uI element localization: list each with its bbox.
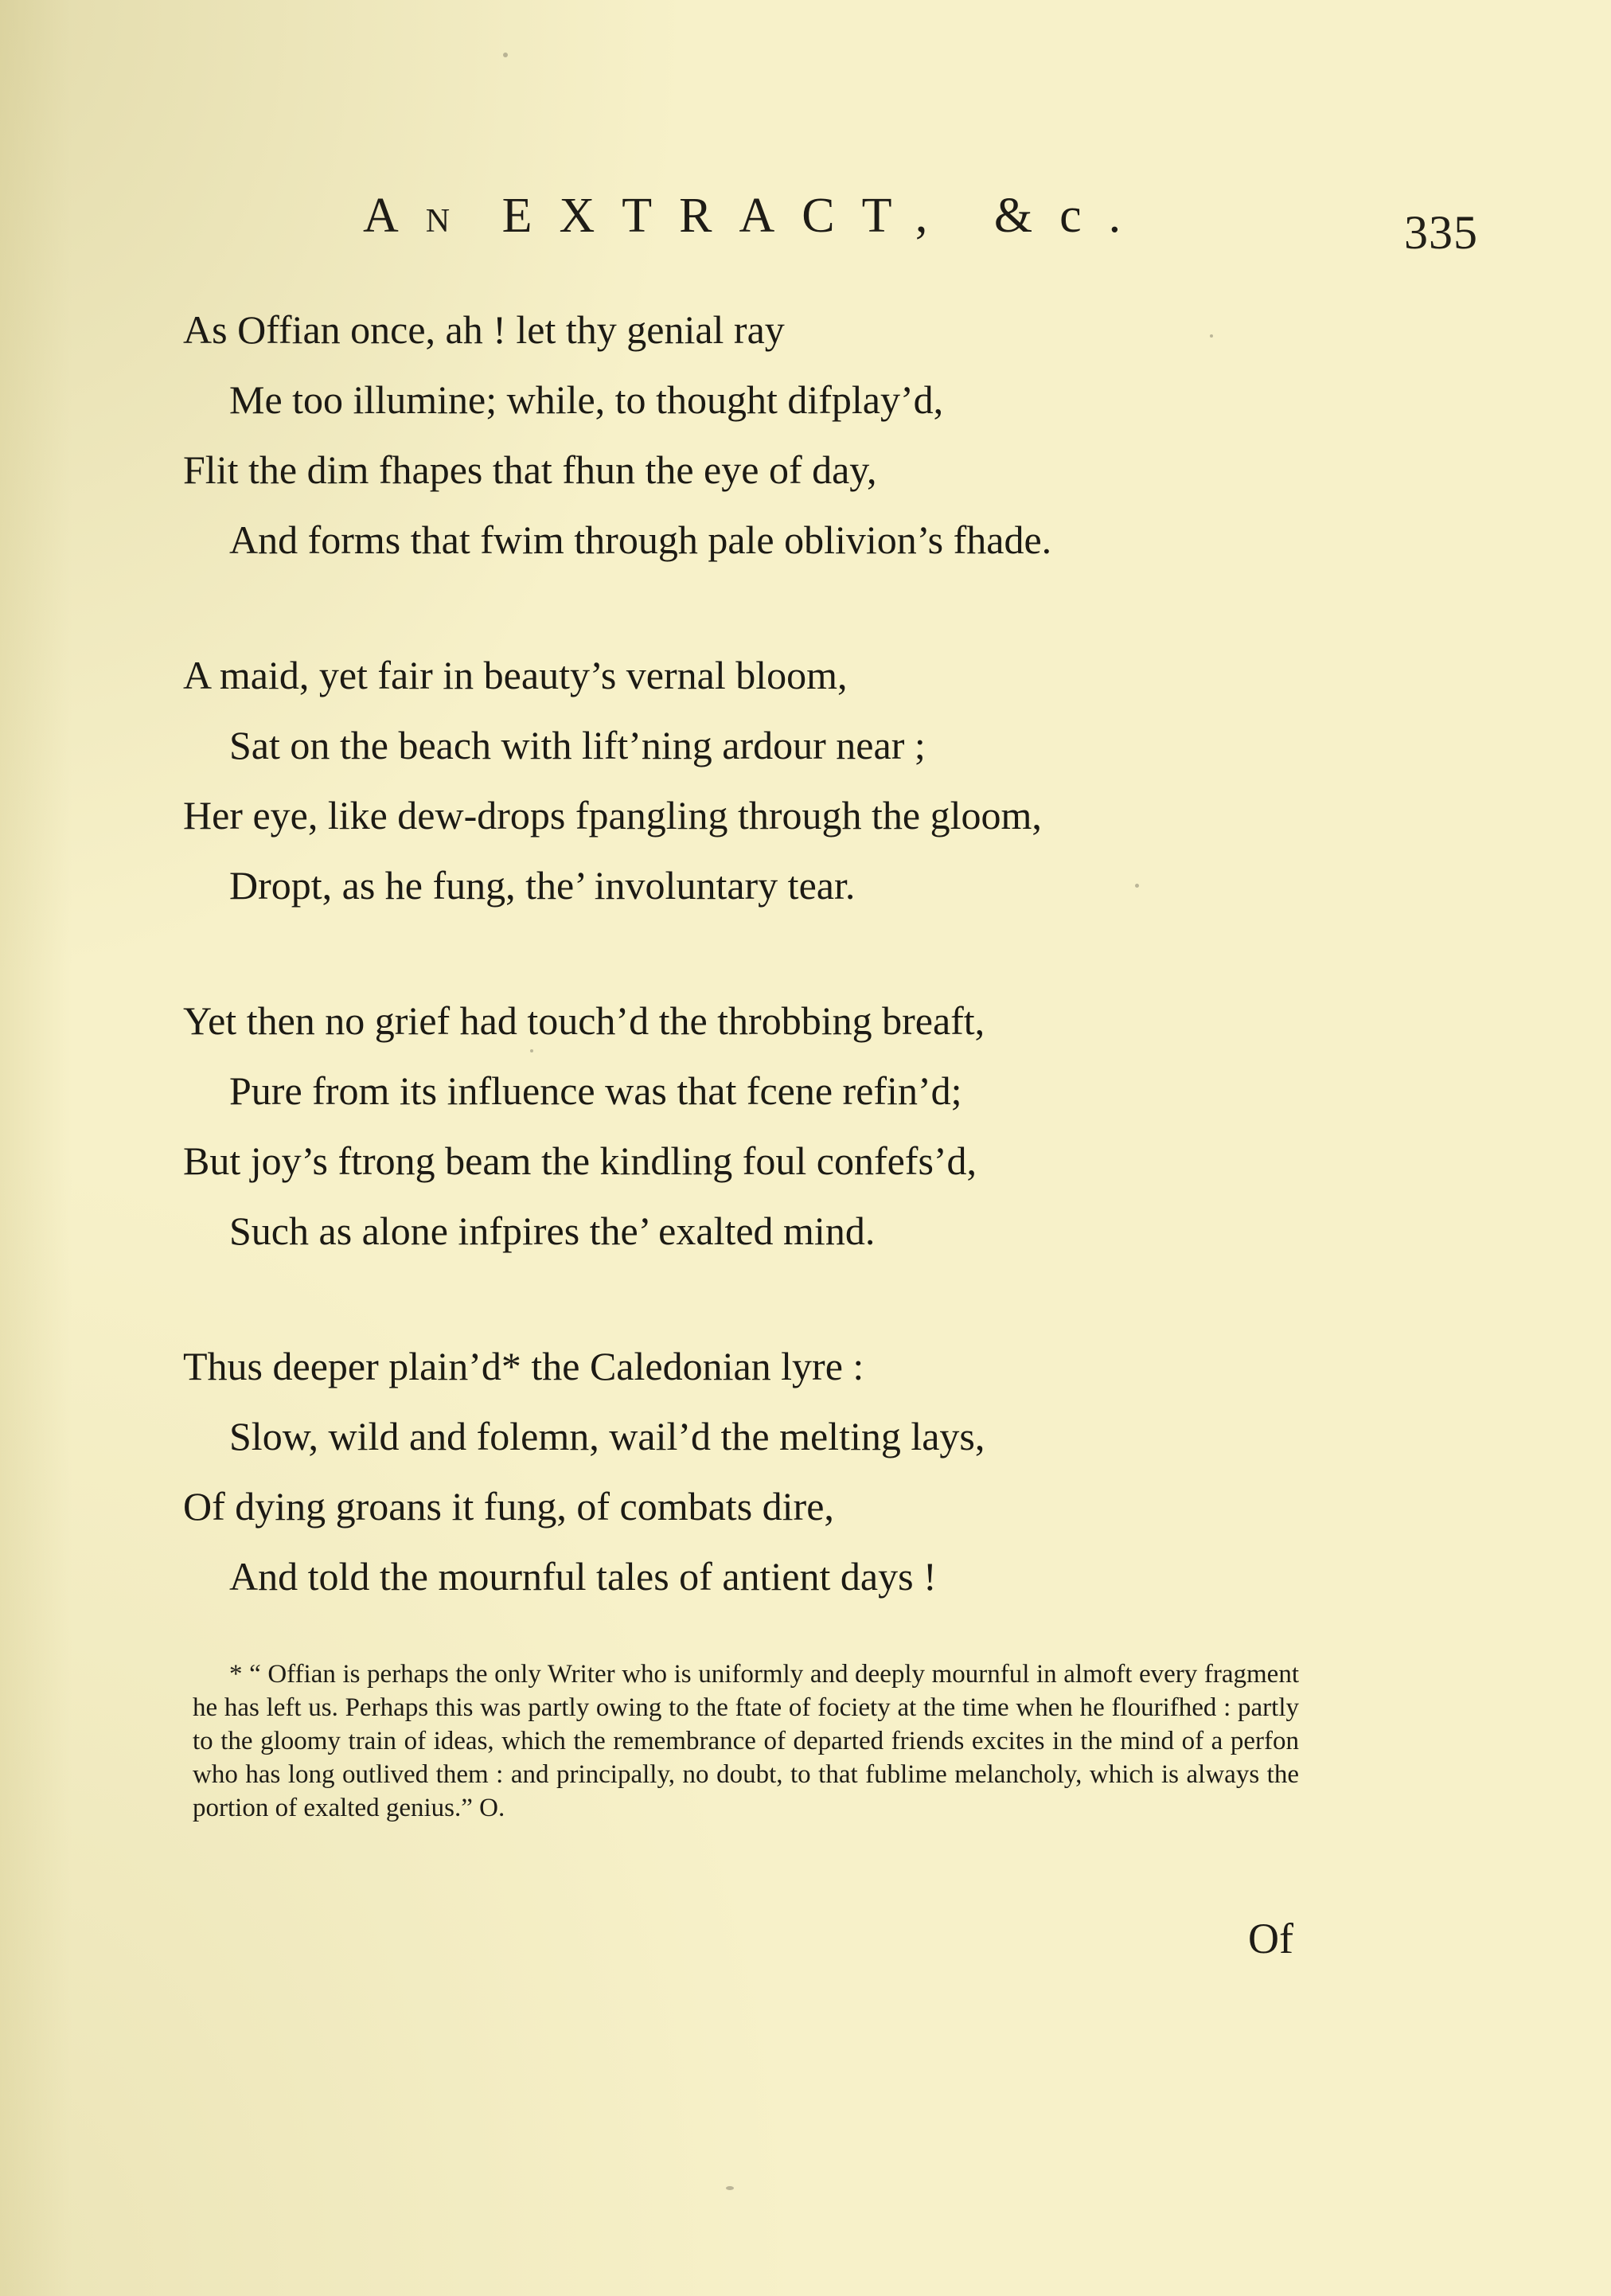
running-title-initial: A: [363, 189, 426, 243]
paper-speck: [1210, 334, 1213, 338]
stanza: [183, 1331, 1457, 1611]
paper-speck: [530, 1049, 533, 1052]
paper-speck: [503, 53, 508, 57]
poem-line: Me too illumine; while, to thought difplay’d,: [229, 377, 944, 422]
running-title-small-caps: N: [425, 203, 463, 240]
poem-line: As Offian once, ah ! let thy genial ray: [183, 307, 785, 352]
poem-line: And told the mournful tales of antient days !: [229, 1554, 937, 1599]
page-number: 335: [1404, 206, 1478, 259]
footnote: * “ Offian is perhaps the only Writer who is uniformly and deeply mournful in almoft every fragment he has left us. Perhaps this was partly owing to the ftate of fociety at the time when he flourifhed : partly to the gloomy train of ideas, which the remembrance of departed friends excites in the mind of a perfon who has long outlived them : and principally, no doubt, to that fublime melancholy, which is always the portion of exalted genius.” O.: [193, 1660, 1299, 1822]
catchword: Of: [1248, 1915, 1293, 1962]
poem-line: Sat on the beach with lift’ning ardour near ;: [229, 723, 926, 767]
poem-line: And forms that fwim through pale oblivion’s fhade.: [229, 517, 1052, 562]
paper-speck: [1135, 884, 1139, 888]
poem-line: Yet then no grief had touch’d the throbbing breaft,: [183, 998, 985, 1043]
poem-line: Of dying groans it fung, of combats dire,: [183, 1484, 834, 1529]
poem-line: Such as alone infpires the’ exalted mind.: [229, 1209, 876, 1253]
poem-line: Slow, wild and folemn, wail’d the melting lays,: [229, 1414, 985, 1458]
paper-speck: [726, 2186, 734, 2190]
stanza: [183, 986, 1457, 1266]
stanza: [183, 295, 1457, 575]
poem-line: Flit the dim fhapes that fhun the eye of day,: [183, 447, 877, 492]
stanza: [183, 640, 1457, 920]
running-title: [363, 188, 1148, 244]
poem-line: Thus deeper plain’d* the Caledonian lyre :: [183, 1344, 864, 1388]
poem-line: Her eye, like dew-drops fpangling through the gloom,: [183, 793, 1042, 838]
poem-line: Pure from its influence was that fcene refin’d;: [229, 1068, 962, 1113]
poem-line: A maid, yet fair in beauty’s vernal bloom,: [183, 653, 848, 697]
running-title-rest: EXTRACT, &c.: [501, 189, 1149, 243]
poem: [183, 295, 1457, 1677]
poem-line: But joy’s ftrong beam the kindling foul confefs’d,: [183, 1138, 977, 1183]
poem-line: Dropt, as he fung, the’ involuntary tear.: [229, 863, 856, 908]
